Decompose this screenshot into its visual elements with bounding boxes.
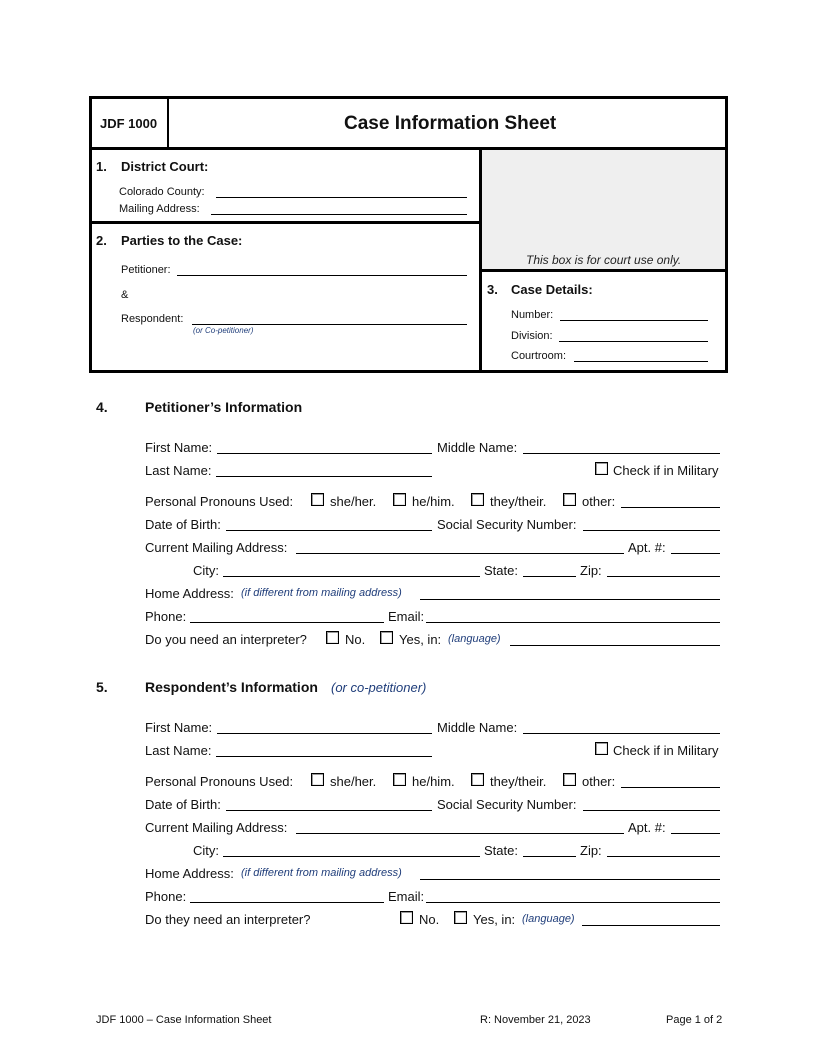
p-email-label: Email: [388, 609, 425, 624]
p-interpreter-no-checkbox[interactable] [326, 631, 339, 644]
p-language-field[interactable] [510, 645, 720, 646]
respondent-section-note: (or co-petitioner) [331, 680, 427, 695]
p-city-field[interactable] [223, 576, 480, 577]
respondent-section-heading: Respondent’s Information [145, 679, 318, 695]
parties-heading: Parties to the Case: [121, 233, 243, 248]
p-he-checkbox[interactable] [393, 493, 406, 506]
county-label: Colorado County: [119, 186, 205, 198]
respondent-label: Respondent: [121, 313, 184, 325]
case-details-heading: Case Details: [511, 282, 593, 297]
p-phone-label: Phone: [145, 609, 187, 624]
caption-right-border [725, 96, 728, 373]
r-interpreter-yes-label: Yes, in: [473, 912, 516, 927]
county-field[interactable] [216, 197, 467, 198]
court-heading: District Court: [121, 159, 209, 174]
p-first-name-label: First Name: [145, 440, 213, 455]
division-field[interactable] [559, 341, 708, 342]
p-she-label: she/her. [330, 494, 377, 509]
p-pronouns-label: Personal Pronouns Used: [145, 494, 294, 509]
respondent-field[interactable] [192, 324, 467, 325]
r-other-checkbox[interactable] [563, 773, 576, 786]
p-state-label: State: [484, 563, 518, 578]
r-first-name-field[interactable] [217, 733, 432, 734]
petitioner-field[interactable] [177, 275, 467, 276]
p-mailing-label: Current Mailing Address: [145, 540, 288, 555]
p-ssn-field[interactable] [583, 530, 720, 531]
p-home-label: Home Address: [145, 586, 234, 601]
p-other-label: other: [582, 494, 616, 509]
p-home-note: (if different from mailing address) [241, 587, 402, 599]
form-code-divider [167, 96, 169, 149]
p-first-name-field[interactable] [217, 453, 432, 454]
r-mailing-label: Current Mailing Address: [145, 820, 288, 835]
p-interpreter-yes-label: Yes, in: [399, 632, 442, 647]
p-email-field[interactable] [426, 622, 720, 623]
p-phone-field[interactable] [190, 622, 384, 623]
r-pronouns-label: Personal Pronouns Used: [145, 774, 294, 789]
r-other-label: other: [582, 774, 616, 789]
p-dob-label: Date of Birth: [145, 517, 221, 532]
p-mailing-field[interactable] [296, 553, 624, 554]
petitioner-section-number: 4. [96, 399, 108, 415]
r-state-label: State: [484, 843, 518, 858]
p-she-checkbox[interactable] [311, 493, 324, 506]
p-last-name-label: Last Name: [145, 463, 212, 478]
p-he-label: he/him. [412, 494, 455, 509]
respondent-note: (or Co-petitioner) [193, 326, 254, 335]
r-he-label: he/him. [412, 774, 455, 789]
p-interpreter-yes-checkbox[interactable] [380, 631, 393, 644]
r-they-checkbox[interactable] [471, 773, 484, 786]
caption-top-border [89, 96, 728, 99]
r-she-label: she/her. [330, 774, 377, 789]
r-military-checkbox[interactable] [595, 742, 608, 755]
r-city-field[interactable] [223, 856, 480, 857]
court-mailing-label: Mailing Address: [119, 203, 200, 215]
p-they-checkbox[interactable] [471, 493, 484, 506]
court-number: 1. [96, 159, 107, 174]
case-details-number: 3. [487, 282, 498, 297]
court-mailing-field[interactable] [211, 214, 467, 215]
r-apt-field[interactable] [671, 833, 720, 834]
r-apt-label: Apt. #: [628, 820, 666, 835]
p-home-field[interactable] [420, 599, 720, 600]
p-zip-label: Zip: [580, 563, 602, 578]
r-he-checkbox[interactable] [393, 773, 406, 786]
r-middle-name-field[interactable] [523, 733, 720, 734]
footer-revision: R: November 21, 2023 [480, 1014, 591, 1026]
p-apt-field[interactable] [671, 553, 720, 554]
p-apt-label: Apt. #: [628, 540, 666, 555]
r-language-note: (language) [522, 913, 575, 925]
r-email-label: Email: [388, 889, 425, 904]
p-interpreter-label: Do you need an interpreter? [145, 632, 307, 647]
r-interpreter-yes-checkbox[interactable] [454, 911, 467, 924]
court-use-divider [479, 269, 728, 272]
p-middle-name-field[interactable] [523, 453, 720, 454]
r-interpreter-label: Do they need an interpreter? [145, 912, 311, 927]
p-last-name-field[interactable] [216, 476, 432, 477]
r-email-field[interactable] [426, 902, 720, 903]
r-phone-field[interactable] [190, 902, 384, 903]
r-home-note: (if different from mailing address) [241, 867, 402, 879]
r-last-name-field[interactable] [216, 756, 432, 757]
p-interpreter-no-label: No. [345, 632, 366, 647]
r-state-field[interactable] [523, 856, 576, 857]
courtroom-label: Courtroom: [511, 350, 567, 362]
division-label: Division: [511, 330, 553, 342]
r-zip-field[interactable] [607, 856, 720, 857]
r-interpreter-no-label: No. [419, 912, 440, 927]
r-home-label: Home Address: [145, 866, 234, 881]
r-she-checkbox[interactable] [311, 773, 324, 786]
r-interpreter-no-checkbox[interactable] [400, 911, 413, 924]
r-ssn-label: Social Security Number: [437, 797, 577, 812]
parties-number: 2. [96, 233, 107, 248]
petitioner-section-heading: Petitioner’s Information [145, 399, 303, 415]
r-ssn-field[interactable] [583, 810, 720, 811]
respondent-section-number: 5. [96, 679, 108, 695]
p-zip-field[interactable] [607, 576, 720, 577]
section1-divider [89, 221, 482, 224]
ampersand: & [121, 289, 129, 301]
p-they-label: they/their. [490, 494, 547, 509]
courtroom-field[interactable] [574, 361, 708, 362]
p-military-checkbox[interactable] [595, 462, 608, 475]
r-last-name-label: Last Name: [145, 743, 212, 758]
case-number-label: Number: [511, 309, 554, 321]
caption-left-border [89, 96, 92, 373]
p-middle-name-label: Middle Name: [437, 440, 518, 455]
case-number-field[interactable] [560, 320, 708, 321]
r-dob-field[interactable] [226, 810, 432, 811]
caption-bottom-border [89, 370, 728, 373]
r-dob-label: Date of Birth: [145, 797, 221, 812]
r-middle-name-label: Middle Name: [437, 720, 518, 735]
p-dob-field[interactable] [226, 530, 432, 531]
petitioner-label: Petitioner: [121, 264, 171, 276]
form-code: JDF 1000 [100, 116, 158, 131]
p-language-note: (language) [448, 633, 501, 645]
r-military-label: Check if in Military [613, 743, 719, 758]
r-city-label: City: [193, 843, 219, 858]
footer-form-title: JDF 1000 – Case Information Sheet [96, 1014, 272, 1026]
r-first-name-label: First Name: [145, 720, 213, 735]
r-home-field[interactable] [420, 879, 720, 880]
page-title: Case Information Sheet [344, 113, 557, 134]
r-language-field[interactable] [582, 925, 720, 926]
footer-page-number: Page 1 of 2 [666, 1014, 723, 1026]
p-ssn-label: Social Security Number: [437, 517, 577, 532]
p-city-label: City: [193, 563, 219, 578]
p-state-field[interactable] [523, 576, 576, 577]
r-mailing-field[interactable] [296, 833, 624, 834]
court-use-box [482, 150, 725, 270]
p-military-label: Check if in Military [613, 463, 719, 478]
r-other-field[interactable] [621, 787, 720, 788]
court-use-note: This box is for court use only. [526, 253, 682, 267]
r-zip-label: Zip: [580, 843, 602, 858]
p-other-field[interactable] [621, 507, 720, 508]
r-phone-label: Phone: [145, 889, 187, 904]
r-they-label: they/their. [490, 774, 547, 789]
p-other-checkbox[interactable] [563, 493, 576, 506]
